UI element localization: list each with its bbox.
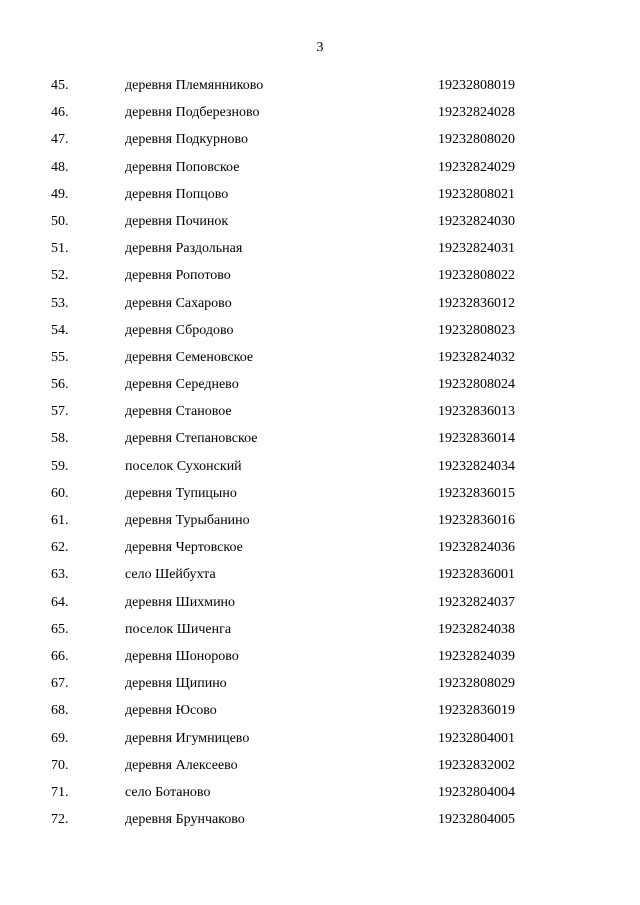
row-number: 67. (51, 676, 69, 692)
table-row (0, 725, 640, 752)
settlement-name: деревня Игумницево (125, 730, 250, 746)
settlement-code: 19232836001 (438, 567, 515, 583)
row-number: 69. (51, 730, 69, 746)
row-number: 63. (51, 567, 69, 583)
settlement-name: деревня Семеновское (125, 349, 254, 365)
row-number: 71. (51, 784, 69, 800)
settlement-code: 19232808029 (438, 676, 515, 692)
table-row (0, 616, 640, 643)
table-row (0, 235, 640, 262)
settlement-code: 19232824039 (438, 648, 515, 664)
settlement-code: 19232824036 (438, 540, 515, 556)
settlement-name: деревня Шихмино (125, 594, 236, 610)
settlement-name: поселок Сухонский (125, 458, 242, 474)
settlement-code: 19232824038 (438, 621, 515, 637)
row-number: 68. (51, 703, 69, 719)
settlement-code: 19232824028 (438, 105, 515, 121)
table-row (0, 806, 640, 833)
table-row (0, 425, 640, 452)
table-row (0, 480, 640, 507)
table-row (0, 72, 640, 99)
row-number: 51. (51, 241, 69, 257)
row-number: 53. (51, 295, 69, 311)
table-row (0, 181, 640, 208)
row-number: 70. (51, 757, 69, 773)
table-row (0, 643, 640, 670)
table-row (0, 534, 640, 561)
table-row (0, 290, 640, 317)
row-number: 50. (51, 213, 69, 229)
settlement-name: поселок Шиченга (125, 621, 232, 637)
settlement-name: деревня Сахарово (125, 295, 232, 311)
settlement-name: деревня Раздольная (125, 241, 243, 257)
settlement-name: село Ботаново (125, 784, 211, 800)
table-row (0, 561, 640, 588)
settlement-code: 19232824037 (438, 594, 515, 610)
row-number: 62. (51, 540, 69, 556)
table-row (0, 262, 640, 289)
row-number: 56. (51, 377, 69, 393)
table-row (0, 99, 640, 126)
settlement-name: деревня Чертовское (125, 540, 243, 556)
row-number: 54. (51, 322, 69, 338)
settlement-code: 19232824029 (438, 159, 515, 175)
table-row (0, 752, 640, 779)
settlement-code: 19232804004 (438, 784, 515, 800)
settlement-code: 19232824032 (438, 349, 515, 365)
table-row (0, 398, 640, 425)
row-number: 72. (51, 812, 69, 828)
row-number: 65. (51, 621, 69, 637)
table-row (0, 670, 640, 697)
settlement-code: 19232824031 (438, 241, 515, 257)
table-row (0, 208, 640, 235)
settlement-name: деревня Степановское (125, 431, 258, 447)
settlement-name: деревня Середнево (125, 377, 239, 393)
page-number: 3 (316, 40, 324, 55)
settlement-code: 19232836014 (438, 431, 515, 447)
settlement-name: село Шейбухта (125, 567, 216, 583)
settlement-name: деревня Алексеево (125, 757, 238, 773)
settlement-name: деревня Ропотово (125, 268, 231, 284)
row-number: 58. (51, 431, 69, 447)
row-number: 46. (51, 105, 69, 121)
settlement-name: деревня Брунчаково (125, 812, 245, 828)
row-number: 55. (51, 349, 69, 365)
settlement-code: 19232804005 (438, 812, 515, 828)
settlement-code: 19232836015 (438, 485, 515, 501)
settlement-code: 19232808019 (438, 78, 515, 93)
settlement-code: 19232836019 (438, 703, 515, 719)
settlement-code: 19232836012 (438, 295, 515, 311)
table-row (0, 507, 640, 534)
settlement-code: 19232824034 (438, 458, 515, 474)
settlements-table (0, 72, 640, 833)
settlement-code: 19232808023 (438, 322, 515, 338)
settlement-name: деревня Поповское (125, 159, 240, 175)
settlement-code: 19232808022 (438, 268, 515, 284)
settlement-code: 19232804001 (438, 730, 515, 746)
settlement-name: деревня Подберезново (125, 105, 260, 121)
settlement-name: деревня Племянниково (125, 78, 264, 93)
table-row (0, 371, 640, 398)
row-number: 66. (51, 648, 69, 664)
row-number: 47. (51, 132, 69, 148)
settlement-name: деревня Подкурново (125, 132, 249, 148)
settlement-code: 19232808021 (438, 186, 515, 202)
table-row (0, 317, 640, 344)
settlement-code: 19232808020 (438, 132, 515, 148)
row-number: 49. (51, 186, 69, 202)
settlement-name: деревня Сбродово (125, 322, 234, 338)
row-number: 59. (51, 458, 69, 474)
table-row (0, 697, 640, 724)
table-row (0, 589, 640, 616)
row-number: 52. (51, 268, 69, 284)
table-row (0, 154, 640, 181)
row-number: 57. (51, 404, 69, 420)
row-number: 64. (51, 594, 69, 610)
settlement-name: деревня Турыбанино (125, 513, 250, 528)
settlement-name: деревня Становое (125, 404, 232, 420)
row-number: 60. (51, 485, 69, 501)
row-number: 45. (51, 78, 69, 93)
settlement-name: деревня Щипино (125, 676, 227, 692)
table-row (0, 344, 640, 371)
settlement-name: деревня Тупицыно (125, 485, 237, 501)
settlement-code: 19232836013 (438, 404, 515, 420)
settlement-name: деревня Попцово (125, 186, 229, 202)
settlement-code: 19232836016 (438, 513, 515, 528)
settlement-code: 19232808024 (438, 377, 515, 393)
settlement-name: деревня Починок (125, 213, 229, 229)
table-row (0, 779, 640, 806)
row-number: 48. (51, 159, 69, 175)
table-row (0, 453, 640, 480)
settlement-code: 19232824030 (438, 213, 515, 229)
settlement-name: деревня Юсово (125, 703, 217, 719)
settlement-code: 19232832002 (438, 757, 515, 773)
settlement-name: деревня Шонорово (125, 648, 239, 664)
table-row (0, 126, 640, 153)
row-number: 61. (51, 513, 69, 528)
